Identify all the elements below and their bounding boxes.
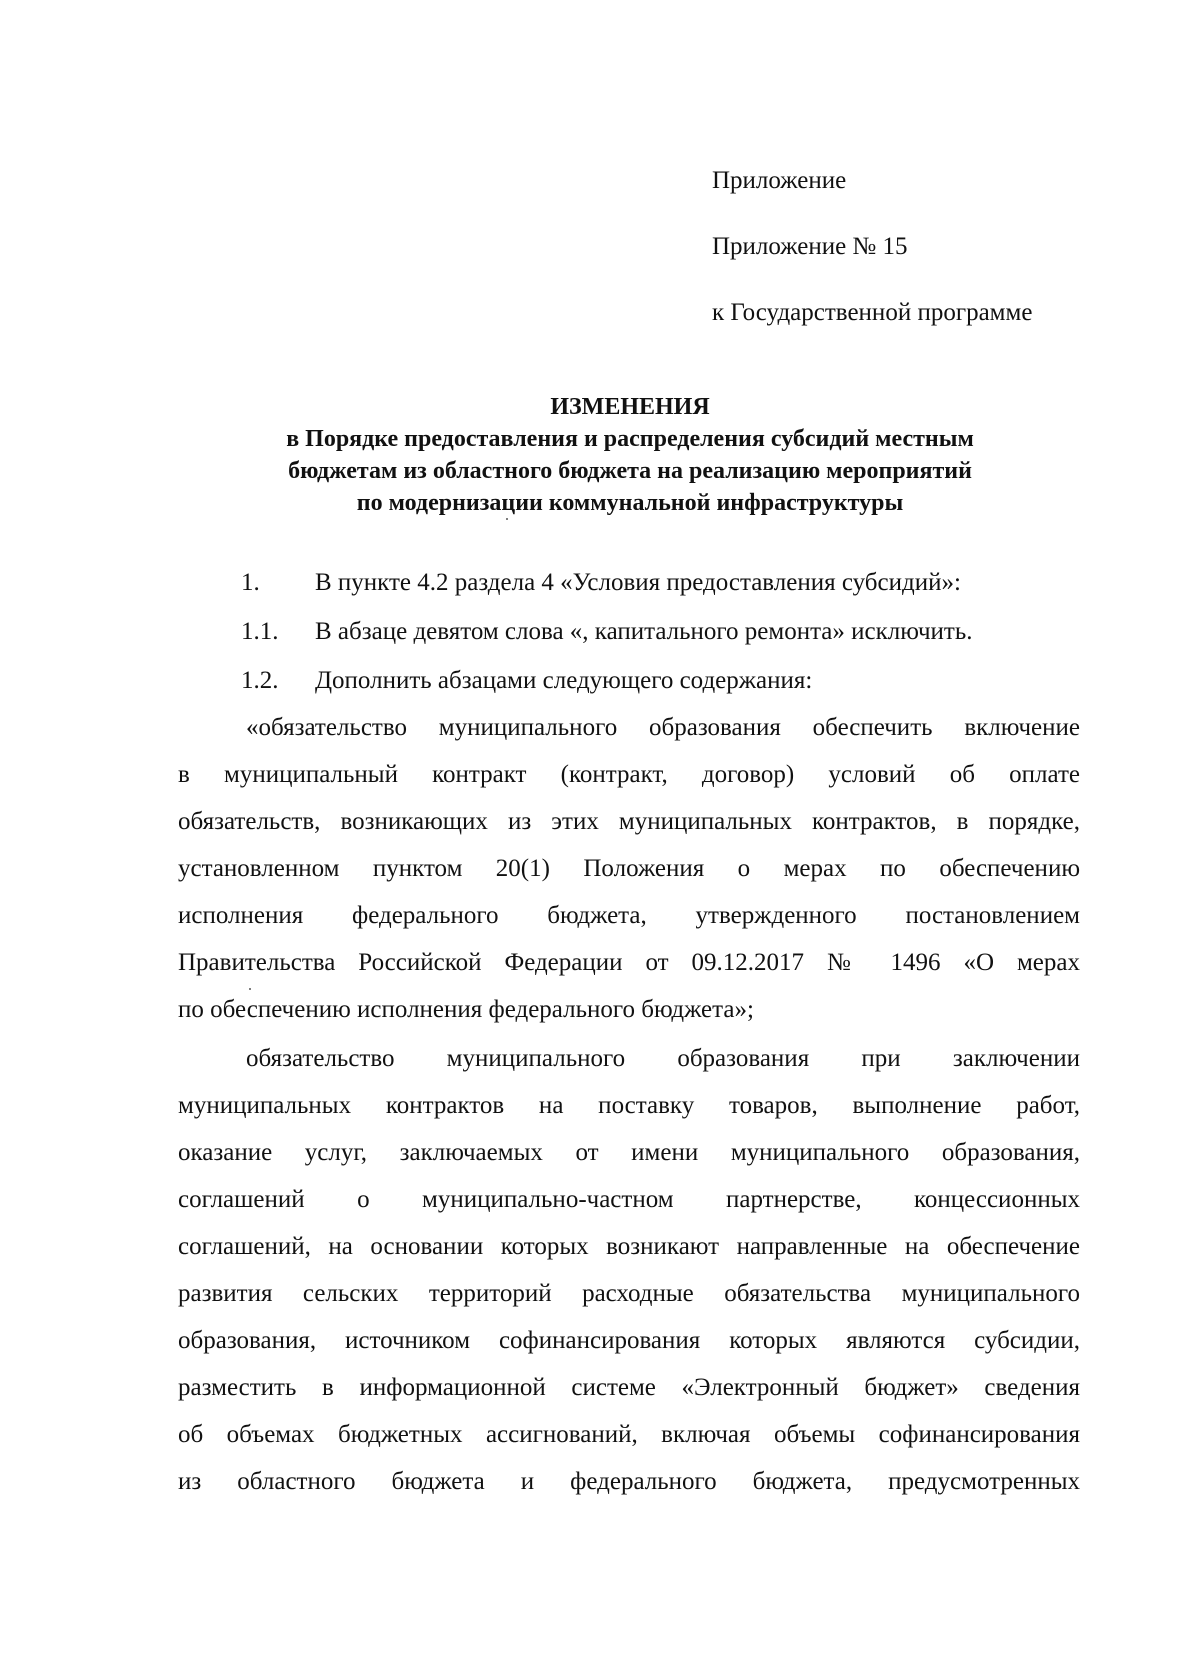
item-number: 1.2.: [241, 667, 279, 694]
annex-reference: к Государственной программе: [712, 299, 1033, 326]
annex-label: Приложение: [712, 167, 847, 194]
item-number: 1.: [241, 569, 260, 596]
text-line: разместить в информационной системе «Электронный бюджет» сведения: [178, 1374, 1080, 1401]
text-line: развития сельских территорий расходные обязательства муниципального: [178, 1280, 1080, 1307]
item-number: 1.1.: [241, 618, 279, 645]
text-line: «обязательство муниципального образования обеспечить включение: [246, 714, 1080, 741]
text-line: соглашений о муниципально-частном партнерстве, концессионных: [178, 1186, 1080, 1213]
scan-speck: [506, 518, 508, 520]
title-heading: ИЗМЕНЕНИЯ: [550, 394, 710, 420]
title-line: в Порядке предоставления и распределения субсидий местным: [286, 426, 974, 452]
text-line: Правительства Российской Федерации от 09.12.2017 № 1496 «О мерах: [178, 949, 1080, 976]
text-line: оказание услуг, заключаемых от имени муниципального образования,: [178, 1139, 1080, 1166]
text-line: исполнения федерального бюджета, утвержденного постановлением: [178, 902, 1080, 929]
title-line: бюджетам из областного бюджета на реализацию мероприятий: [288, 458, 972, 484]
item-text: В абзаце девятом слова «, капитального ремонта» исключить.: [315, 618, 973, 645]
text-line: об объемах бюджетных ассигнований, включая объемы софинансирования: [178, 1421, 1080, 1448]
text-line: из областного бюджета и федерального бюджета, предусмотренных: [178, 1468, 1080, 1495]
text-line: в муниципальный контракт (контракт, договор) условий об оплате: [178, 761, 1080, 788]
text-line: обязательство муниципального образования при заключении: [246, 1045, 1080, 1072]
text-line: по обеспечению исполнения федерального бюджета»;: [178, 996, 754, 1023]
text-line: соглашений, на основании которых возникают направленные на обеспечение: [178, 1233, 1080, 1260]
text-line: образования, источником софинансирования которых являются субсидии,: [178, 1327, 1080, 1354]
text-line: установленном пунктом 20(1) Положения о мерах по обеспечению: [178, 855, 1080, 882]
item-text: Дополнить абзацами следующего содержания:: [315, 667, 813, 694]
document-title: [170, 391, 1090, 519]
title-line: по модернизации коммунальной инфраструктуры: [356, 490, 904, 516]
scan-speck: [249, 988, 251, 990]
annex-number: Приложение № 15: [712, 233, 908, 260]
text-line: муниципальных контрактов на поставку товаров, выполнение работ,: [178, 1092, 1080, 1119]
item-text: В пункте 4.2 раздела 4 «Условия предоставления субсидий»:: [315, 569, 961, 596]
text-line: обязательств, возникающих из этих муниципальных контрактов, в порядке,: [178, 808, 1080, 835]
